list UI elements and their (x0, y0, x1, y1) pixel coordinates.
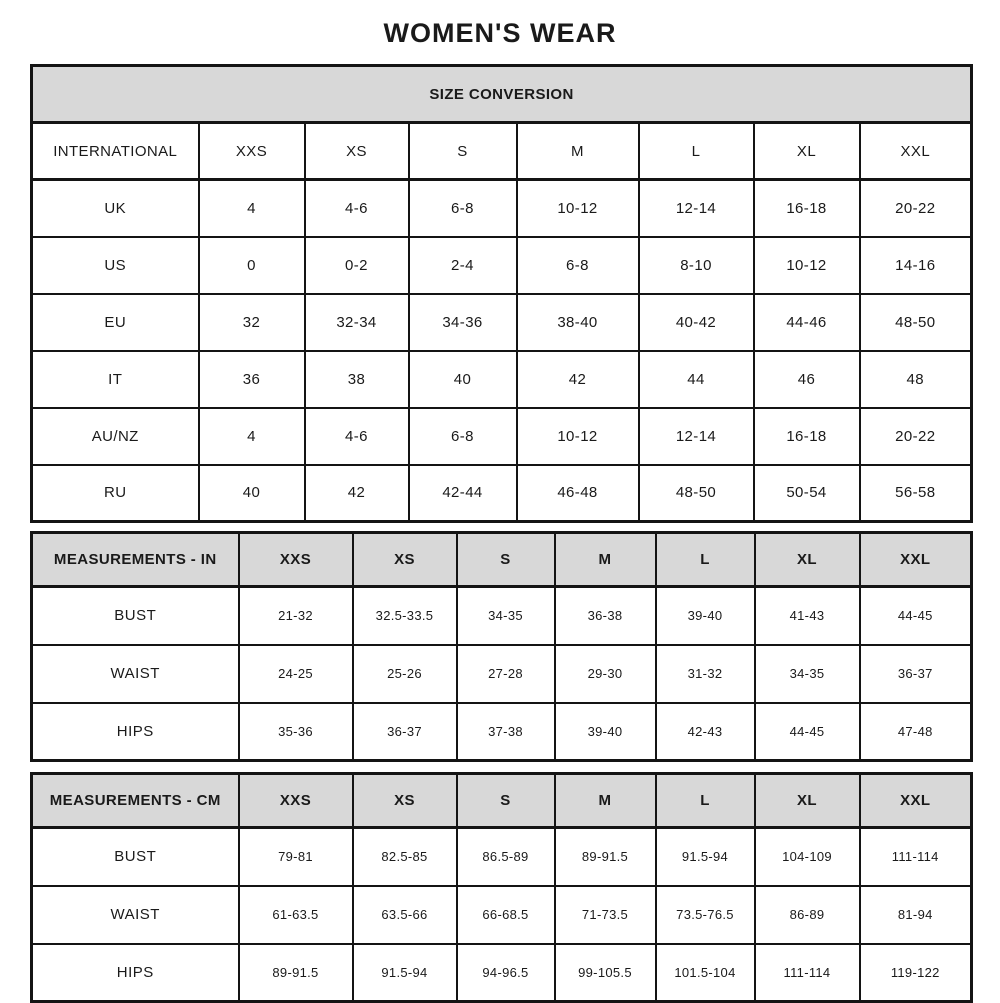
value-cell: 36 (199, 351, 305, 408)
value-cell: 39-40 (555, 703, 656, 761)
value-cell: 47-48 (860, 703, 972, 761)
value-cell: 82.5-85 (353, 828, 457, 886)
size-header-cell: XS (305, 123, 409, 180)
value-cell: 48-50 (639, 465, 754, 522)
value-cell: 111-114 (755, 944, 860, 1002)
value-cell: 21-32 (239, 587, 353, 645)
size-conversion-title: SIZE CONVERSION (32, 66, 972, 123)
value-cell: 89-91.5 (239, 944, 353, 1002)
row-label: RU (32, 465, 199, 522)
size-header-cell: XXS (199, 123, 305, 180)
value-cell: 4 (199, 408, 305, 465)
value-cell: 61-63.5 (239, 886, 353, 944)
measurements-cm-table (30, 772, 973, 1003)
measurements-in-body (32, 533, 972, 761)
value-cell: 36-37 (860, 645, 972, 703)
table-row (32, 703, 972, 761)
value-cell: 46 (754, 351, 860, 408)
size-header-row (32, 774, 972, 828)
value-cell: 6-8 (409, 408, 517, 465)
value-cell: 42 (305, 465, 409, 522)
value-cell: 71-73.5 (555, 886, 656, 944)
size-header-cell: S (457, 533, 555, 587)
value-cell: 2-4 (409, 237, 517, 294)
value-cell: 16-18 (754, 408, 860, 465)
measurements-cm-body (32, 774, 972, 1002)
value-cell: 91.5-94 (656, 828, 755, 886)
row-label: HIPS (32, 944, 239, 1002)
value-cell: 4-6 (305, 408, 409, 465)
value-cell: 66-68.5 (457, 886, 555, 944)
row-label: UK (32, 180, 199, 237)
value-cell: 42 (517, 351, 639, 408)
value-cell: 34-35 (457, 587, 555, 645)
size-header-cell: L (639, 123, 754, 180)
value-cell: 99-105.5 (555, 944, 656, 1002)
table-row (32, 645, 972, 703)
table-title-cell: MEASUREMENTS - CM (32, 774, 239, 828)
row-label: US (32, 237, 199, 294)
value-cell: 20-22 (860, 180, 972, 237)
value-cell: 27-28 (457, 645, 555, 703)
size-header-cell: XL (754, 123, 860, 180)
value-cell: 4 (199, 180, 305, 237)
value-cell: 25-26 (353, 645, 457, 703)
size-header-cell: L (656, 533, 755, 587)
size-header-cell: M (555, 774, 656, 828)
table-row (32, 465, 972, 522)
value-cell: 119-122 (860, 944, 972, 1002)
value-cell: 35-36 (239, 703, 353, 761)
value-cell: 12-14 (639, 408, 754, 465)
value-cell: 6-8 (517, 237, 639, 294)
value-cell: 101.5-104 (656, 944, 755, 1002)
value-cell: 44-45 (755, 703, 860, 761)
table-row (32, 886, 972, 944)
value-cell: 8-10 (639, 237, 754, 294)
table-title-cell: MEASUREMENTS - IN (32, 533, 239, 587)
value-cell: 63.5-66 (353, 886, 457, 944)
row-label: AU/NZ (32, 408, 199, 465)
size-header-cell: XXS (239, 774, 353, 828)
value-cell: 20-22 (860, 408, 972, 465)
value-cell: 32 (199, 294, 305, 351)
value-cell: 46-48 (517, 465, 639, 522)
value-cell: 10-12 (517, 408, 639, 465)
value-cell: 10-12 (754, 237, 860, 294)
value-cell: 0 (199, 237, 305, 294)
value-cell: 94-96.5 (457, 944, 555, 1002)
row-label: HIPS (32, 703, 239, 761)
size-header-cell: XXS (239, 533, 353, 587)
value-cell: 34-35 (755, 645, 860, 703)
value-cell: 40 (409, 351, 517, 408)
value-cell: 50-54 (754, 465, 860, 522)
size-header-row (32, 533, 972, 587)
size-header-cell: XL (755, 774, 860, 828)
value-cell: 0-2 (305, 237, 409, 294)
header-row-label: INTERNATIONAL (32, 123, 199, 180)
measurements-in-table (30, 531, 973, 762)
value-cell: 56-58 (860, 465, 972, 522)
table-row (32, 828, 972, 886)
row-label: BUST (32, 587, 239, 645)
size-header-cell: M (555, 533, 656, 587)
table-row (32, 944, 972, 1002)
value-cell: 79-81 (239, 828, 353, 886)
value-cell: 81-94 (860, 886, 972, 944)
row-label: WAIST (32, 645, 239, 703)
row-label: BUST (32, 828, 239, 886)
value-cell: 6-8 (409, 180, 517, 237)
value-cell: 10-12 (517, 180, 639, 237)
size-header-cell: M (517, 123, 639, 180)
value-cell: 16-18 (754, 180, 860, 237)
value-cell: 32-34 (305, 294, 409, 351)
table-row (32, 294, 972, 351)
value-cell: 42-43 (656, 703, 755, 761)
value-cell: 86-89 (755, 886, 860, 944)
table-row (32, 237, 972, 294)
value-cell: 111-114 (860, 828, 972, 886)
table-row (32, 587, 972, 645)
value-cell: 12-14 (639, 180, 754, 237)
value-cell: 104-109 (755, 828, 860, 886)
size-header-row (32, 123, 972, 180)
value-cell: 44 (639, 351, 754, 408)
value-cell: 91.5-94 (353, 944, 457, 1002)
size-header-cell: S (457, 774, 555, 828)
value-cell: 39-40 (656, 587, 755, 645)
value-cell: 4-6 (305, 180, 409, 237)
value-cell: 24-25 (239, 645, 353, 703)
size-conversion-body (32, 66, 972, 522)
value-cell: 44-45 (860, 587, 972, 645)
size-header-cell: XS (353, 533, 457, 587)
value-cell: 38-40 (517, 294, 639, 351)
value-cell: 38 (305, 351, 409, 408)
value-cell: 40 (199, 465, 305, 522)
row-label: IT (32, 351, 199, 408)
size-conversion-table (30, 64, 973, 523)
row-label: EU (32, 294, 199, 351)
value-cell: 44-46 (754, 294, 860, 351)
value-cell: 89-91.5 (555, 828, 656, 886)
value-cell: 36-37 (353, 703, 457, 761)
value-cell: 86.5-89 (457, 828, 555, 886)
value-cell: 31-32 (656, 645, 755, 703)
value-cell: 48 (860, 351, 972, 408)
table-row (32, 351, 972, 408)
table-row (32, 408, 972, 465)
value-cell: 42-44 (409, 465, 517, 522)
size-header-cell: XXL (860, 533, 972, 587)
size-header-cell: XXL (860, 123, 972, 180)
value-cell: 14-16 (860, 237, 972, 294)
size-header-cell: S (409, 123, 517, 180)
value-cell: 36-38 (555, 587, 656, 645)
value-cell: 40-42 (639, 294, 754, 351)
value-cell: 29-30 (555, 645, 656, 703)
value-cell: 32.5-33.5 (353, 587, 457, 645)
value-cell: 37-38 (457, 703, 555, 761)
value-cell: 34-36 (409, 294, 517, 351)
value-cell: 41-43 (755, 587, 860, 645)
size-header-cell: XXL (860, 774, 972, 828)
size-header-cell: XS (353, 774, 457, 828)
table-row (32, 180, 972, 237)
page-title: WOMEN'S WEAR (383, 18, 617, 48)
table-banner-row (32, 66, 972, 123)
value-cell: 48-50 (860, 294, 972, 351)
row-label: WAIST (32, 886, 239, 944)
value-cell: 73.5-76.5 (656, 886, 755, 944)
size-header-cell: L (656, 774, 755, 828)
size-header-cell: XL (755, 533, 860, 587)
